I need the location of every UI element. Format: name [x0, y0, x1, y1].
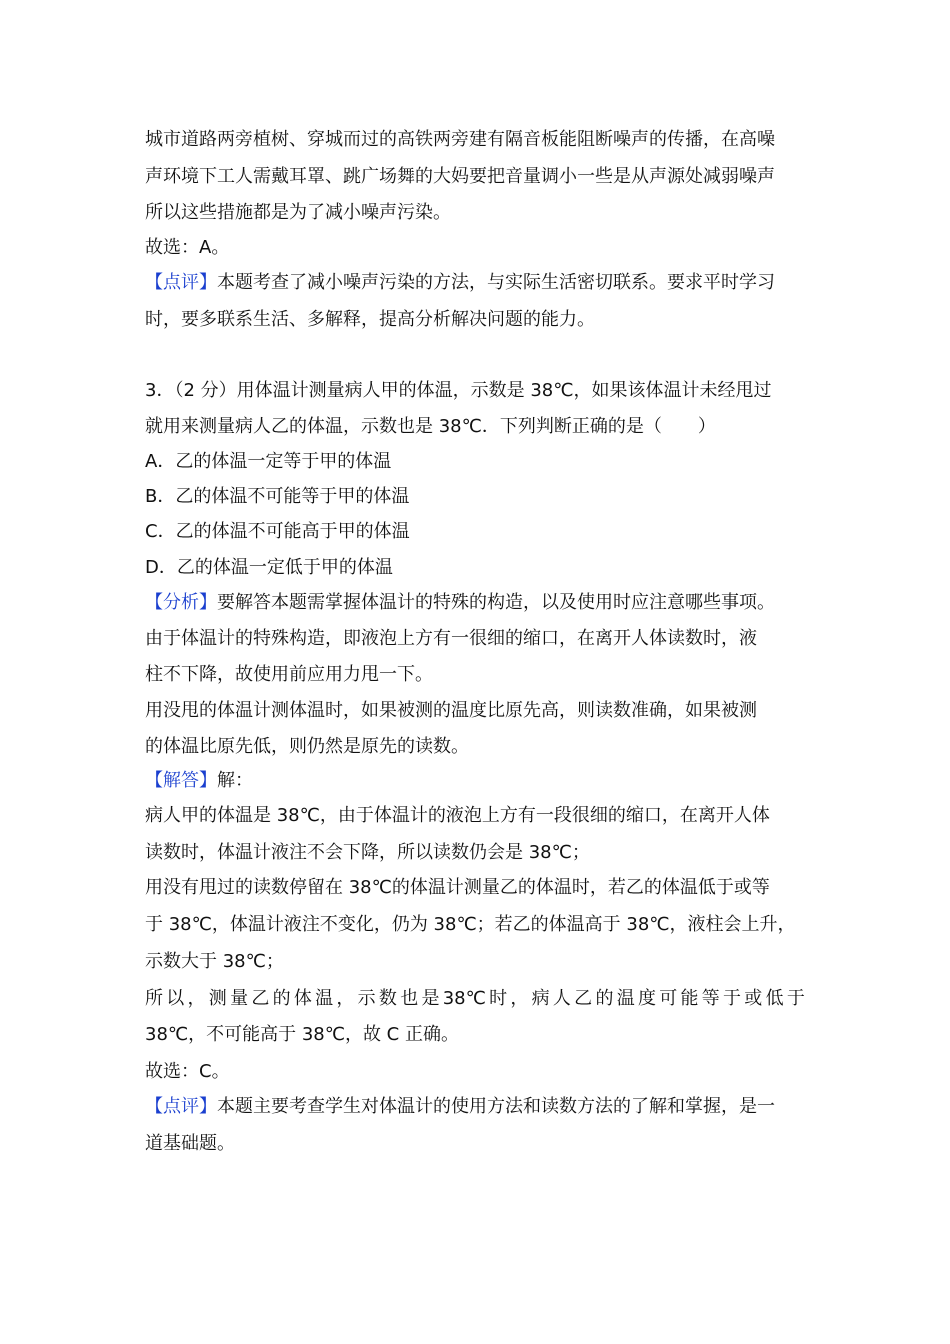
- question-stem: 3．（2 分）用体温计测量病人甲的体温，示数是 38℃，如果该体温计未经甩过: [145, 380, 772, 401]
- char: ，: [187, 988, 206, 1009]
- text-line: 柱不下降，故使用前应用力甩一下。: [145, 664, 433, 685]
- char: 38℃: [442, 988, 486, 1009]
- char: 以: [166, 988, 185, 1009]
- char: 人: [552, 988, 571, 1009]
- solution-text: 解：: [217, 770, 253, 791]
- text-line: 于 38℃，体温计液注不变化，仍为 38℃；若乙的体温高于 38℃，液柱会上升，: [145, 914, 796, 935]
- char: 温: [616, 988, 635, 1009]
- text-line: 38℃，不可能高于 38℃，故 C 正确。: [145, 1024, 459, 1045]
- text-line: 读数时，体温计液注不会下降，所以读数仍会是 38℃；: [145, 842, 590, 863]
- char: 体: [293, 988, 312, 1009]
- char: 可: [659, 988, 678, 1009]
- text-line: 城市道路两旁植树、穿城而过的高铁两旁建有隔音板能阻断噪声的传播，在高噪: [145, 129, 775, 150]
- comment-paragraph: [145, 271, 825, 295]
- char: 时: [489, 988, 508, 1009]
- char: 等: [701, 988, 720, 1009]
- char: 于: [786, 988, 805, 1009]
- option-c: C．乙的体温不可能高于甲的体温: [145, 521, 410, 542]
- char: 所: [145, 988, 163, 1009]
- char: ，: [510, 988, 529, 1009]
- char: ，: [336, 988, 355, 1009]
- text-line: 用没甩的体温计测体温时，如果被测的温度比原先高，则读数准确，如果被测: [145, 700, 757, 721]
- text-line: 由于体温计的特殊构造，即液泡上方有一很细的缩口，在离开人体读数时，液: [145, 628, 757, 649]
- char: 或: [744, 988, 763, 1009]
- char: 低: [765, 988, 784, 1009]
- text-line: 声环境下工人需戴耳罩、跳广场舞的大妈要把音量调小一些是从声源处减弱噪声: [145, 166, 775, 187]
- char: 温: [315, 988, 334, 1009]
- question-stem: 就用来测量病人乙的体温，示数也是 38℃．下列判断正确的是（ ）: [145, 416, 716, 437]
- text-line: 故选：C。: [145, 1061, 230, 1082]
- char: 乙: [251, 988, 270, 1009]
- comment-tag: 【点评】: [145, 272, 217, 293]
- solution-paragraph: [145, 769, 825, 793]
- char: 的: [272, 988, 291, 1009]
- analysis-paragraph: [145, 591, 825, 615]
- text-line: 故选：A。: [145, 237, 230, 258]
- char: 量: [230, 988, 249, 1009]
- char: 度: [637, 988, 656, 1009]
- char: 于: [723, 988, 742, 1009]
- char: 测: [208, 988, 227, 1009]
- char: 数: [378, 988, 397, 1009]
- justified-text-line: [145, 987, 805, 1011]
- char: 乙: [574, 988, 593, 1009]
- text-line: 道基础题。: [145, 1133, 235, 1154]
- solution-tag: 【解答】: [145, 770, 217, 791]
- text-line: 的体温比原先低，则仍然是原先的读数。: [145, 736, 469, 757]
- char: 也: [400, 988, 419, 1009]
- comment-text: 本题考查了减小噪声污染的方法，与实际生活密切联系。要求平时学习: [217, 272, 775, 293]
- option-d: D．乙的体温一定低于甲的体温: [145, 557, 393, 578]
- option-b: B．乙的体温不可能等于甲的体温: [145, 486, 410, 507]
- analysis-tag: 【分析】: [145, 592, 217, 613]
- final-comment-paragraph: [145, 1095, 825, 1119]
- char: 的: [595, 988, 614, 1009]
- char: 示: [357, 988, 376, 1009]
- option-a: A．乙的体温一定等于甲的体温: [145, 451, 392, 472]
- text-line: 示数大于 38℃；: [145, 951, 284, 972]
- text-line: 病人甲的体温是 38℃，由于体温计的液泡上方有一段很细的缩口，在离开人体: [145, 805, 770, 826]
- char: 病: [531, 988, 550, 1009]
- char: 能: [680, 988, 699, 1009]
- text-line: 时，要多联系生活、多解释，提高分析解决问题的能力。: [145, 309, 595, 330]
- text-line: 用没有甩过的读数停留在 38℃的体温计测量乙的体温时，若乙的体温低于或等: [145, 877, 770, 898]
- comment-text: 本题主要考查学生对体温计的使用方法和读数方法的了解和掌握，是一: [217, 1096, 775, 1117]
- analysis-text: 要解答本题需掌握体温计的特殊的构造，以及使用时应注意哪些事项。: [217, 592, 775, 613]
- text-line: 所以这些措施都是为了减小噪声污染。: [145, 202, 451, 223]
- char: 是: [421, 988, 440, 1009]
- comment-tag: 【点评】: [145, 1096, 217, 1117]
